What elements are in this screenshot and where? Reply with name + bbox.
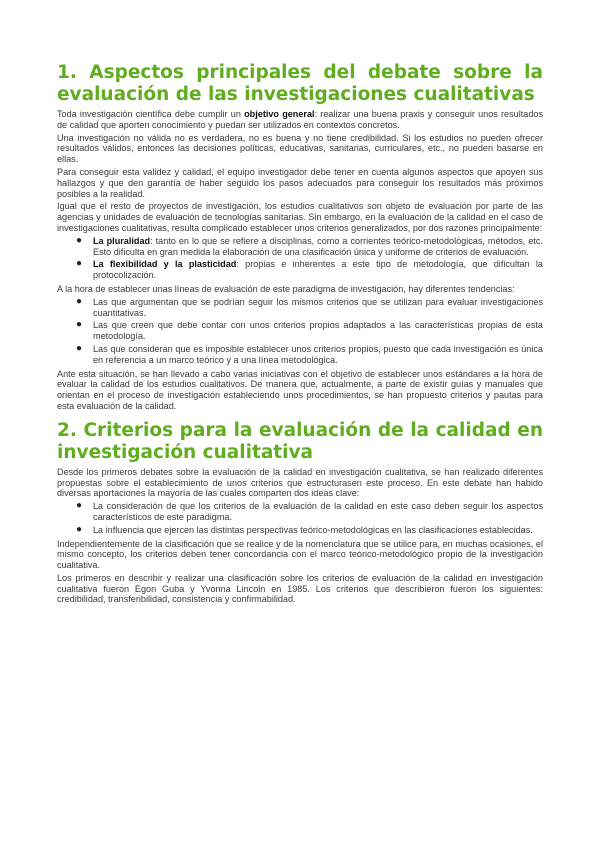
- document-page: [57, 62, 543, 607]
- bullet-icon: ●: [76, 295, 83, 307]
- section-2-paragraph-1: Desde los primeros debates sobre la evaluación de la calidad en investigación cualitativa, se han realizado diferentes propuestas sobre el establecimiento de unos criterios que estructurasen este proceso. En este debate han habido diversas aportaciones la mayoría de las cuales comparten dos ideas clave:: [57, 466, 543, 499]
- bullet-icon: ●: [76, 258, 83, 270]
- section-2-paragraph-3: Los primeros en describir y realizar una clasificación sobre los criterios de evaluación de la calidad en investigación cualitativa fueron Egon Guba y Yvonna Lincoln en 1985. Los criterios que describieron fueron los siguientes: credibilidad, transferibilidad, consistencia y confirmabilidad.: [57, 572, 543, 605]
- list-item: ● La flexibilidad y la plasticidad: propias e inherentes a este tipo de metodología, que dificultan la protocolización.: [76, 258, 543, 281]
- section-1-paragraph-2: Una investigación no válida no es verdadera, no es buena y no tiene credibilidad. Si los estudios no pueden ofrecer resultados válidos, entonces las decisiones políticas, educativas, sanitarias, curriculares, etc., no pueden basarse en ellas.: [57, 132, 543, 165]
- section-1-paragraph-1: Toda investigación científica debe cumplir un objetivo general: realizar una buena praxis y conseguir unos resultados de calidad que aporten conocimiento y puedan ser utilizados en contextos concretos.: [57, 109, 543, 130]
- section-1-heading: 1. Aspectos principales del debate sobre la evaluación de las investigaciones cualitativas: [57, 62, 543, 105]
- tendencies-list: [57, 297, 543, 366]
- list-item: ● Las que consideran que es imposible establecer unos criterios propios, puesto que cada investigación es única en referencia a un marco teórico y a una línea metodológica.: [76, 342, 543, 365]
- list-item: ● La influencia que ejercen las distintas perspectivas teórico-metodológicas en las clasificaciones establecidas.: [76, 523, 533, 535]
- bullet-icon: ●: [76, 500, 83, 512]
- section-1-paragraph-6: Ante esta situación, se han llevado a cabo varias iniciativas con el objetivo de establecer unos estándares a la hora de evaluar la calidad de los estudios cualitativos. De manera que, actualmente, a parte de existir guías y manuales que orientan en el proceso de investigación estableciendo unos procedimientos, se han propuesto criterios y pautas para esta evaluación de la calidad.: [57, 368, 543, 411]
- list-item: ● La consideración de que los criterios de la evaluación de la calidad en este caso deben seguir los aspectos característicos de este paradigma.: [76, 500, 543, 522]
- bold-term: objetivo general: [244, 109, 315, 119]
- list-item: ● La pluralidad: tanto en lo que se refiere a disciplinas, como a corrientes teórico-metodológicas, métodos, etc. Esto dificulta en gran medida la elaboración de una clasificación única y uniforme de criterios de evaluación.: [76, 234, 543, 257]
- section-1-paragraph-4: Igual que el resto de proyectos de investigación, los estudios cualitativos son objeto de evaluación por parte de las agencias y unidades de evaluación de tecnologías sanitarias. Sin embargo, en la evaluación de la calidad en el caso de investigaciones cualitativas, resulta complicado establecer unos criterios generalizados, por dos razones principalmente:: [57, 201, 543, 233]
- list-item: ● Las que argumentan que se podrían seguir los mismos criterios que se utilizan para evaluar investigaciones cuantitativas.: [76, 295, 543, 318]
- bullet-icon: ●: [76, 342, 83, 354]
- section-1-paragraph-5: A la hora de establecer unas líneas de evaluación de este paradigma de investigación, hay diferentes tendencias:: [57, 283, 515, 294]
- ideas-list: [57, 501, 543, 535]
- bullet-icon: ●: [76, 523, 83, 535]
- reasons-list: [57, 236, 543, 281]
- section-2-paragraph-2: Independientemente de la clasificación que se realice y de la nomenclatura que se utilice para, en muchas ocasiones, el mismo concepto, los criterios deben tener concordancia con el marco teórico-metodológico propio de la investigación cualitativa.: [57, 538, 543, 571]
- bullet-icon: ●: [76, 234, 83, 246]
- list-item: ● Las que creen que debe contar con unos criterios propios adaptados a las características propias de esta metodología.: [76, 319, 543, 342]
- section-2-heading: 2. Criterios para la evaluación de la calidad en investigación cualitativa: [57, 419, 543, 463]
- bullet-icon: ●: [76, 319, 83, 331]
- section-1-paragraph-3: Para conseguir esta validez y calidad, el equipo investigador debe tener en cuenta algunos aspectos que apoyen sus hallazgos y que den garantía de haber seguido los pasos adecuados para conseguir los resultados más próximos posibles a la realidad.: [57, 166, 543, 199]
